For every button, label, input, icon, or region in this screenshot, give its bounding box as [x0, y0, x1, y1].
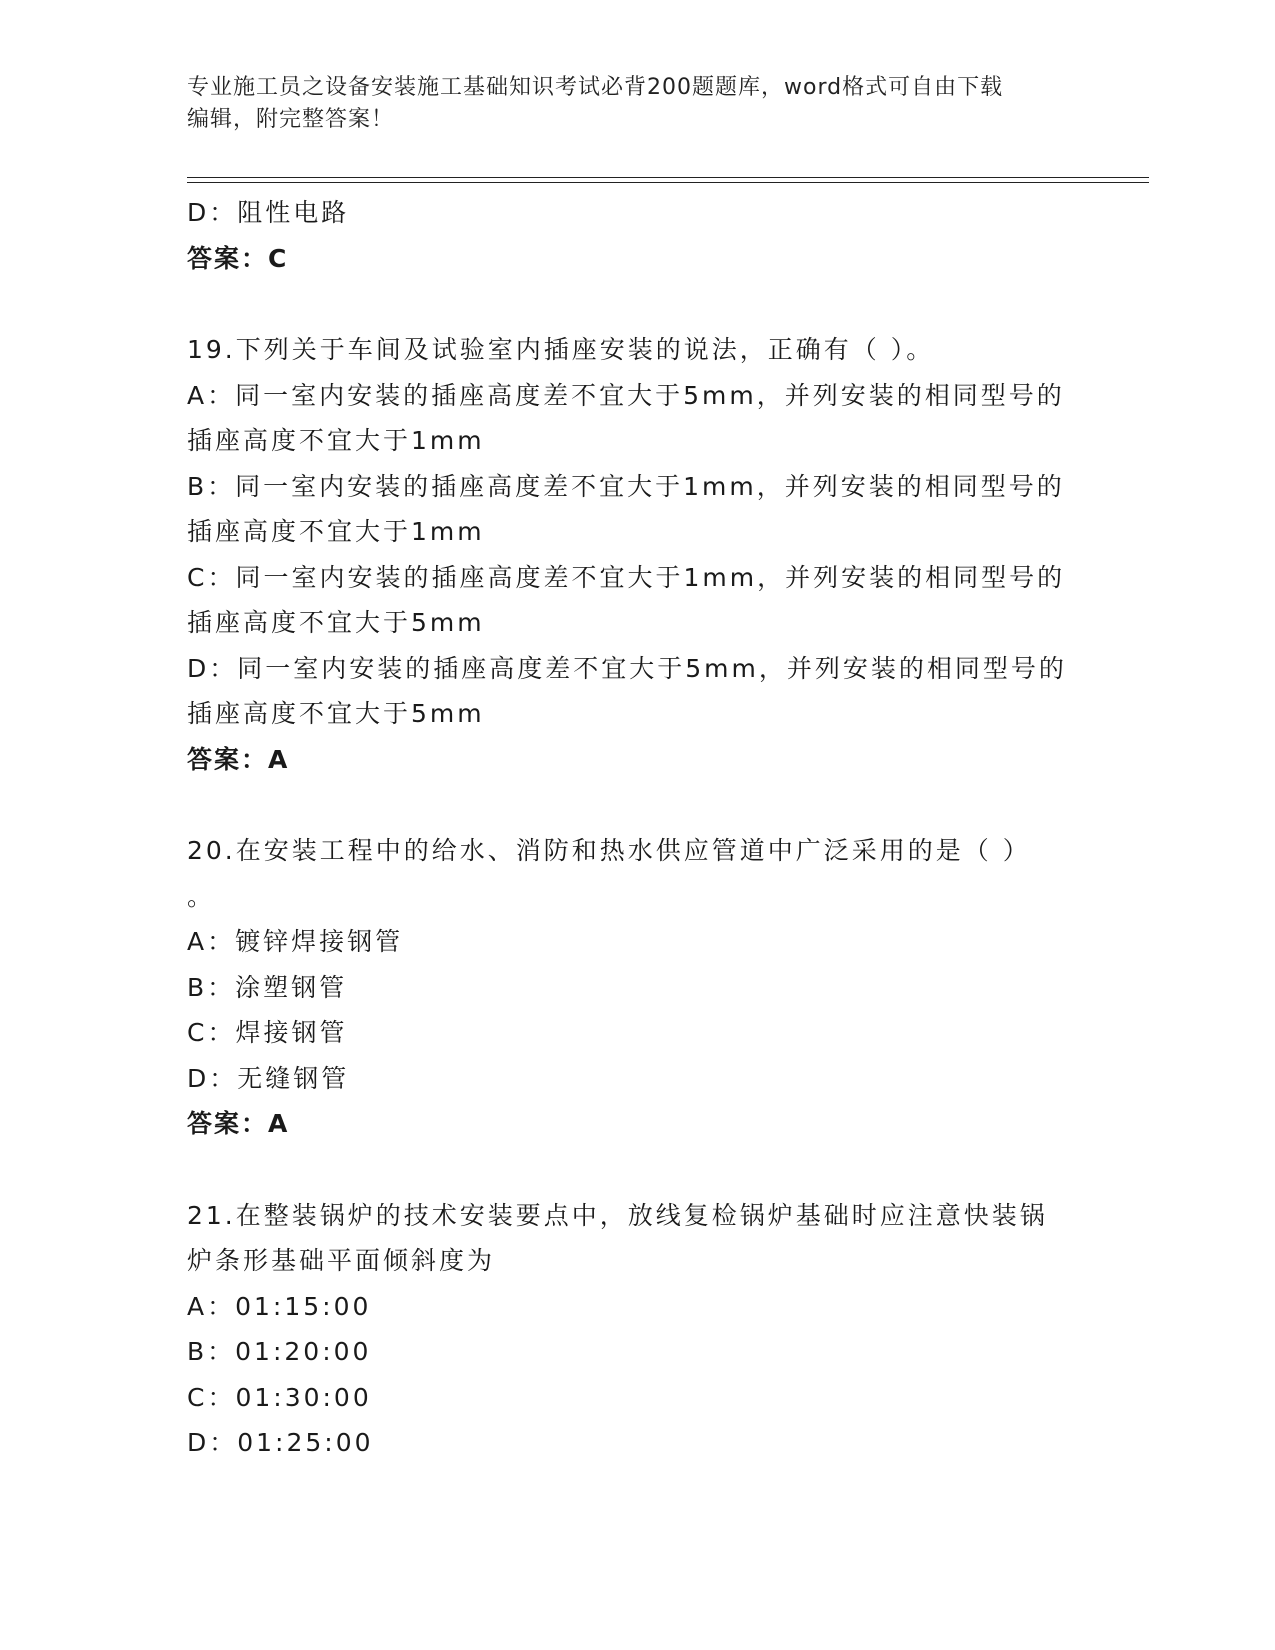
question-stem-line-1: 20.在安装工程中的给水、消防和热水供应管道中广泛采用的是（ ） — [187, 836, 1031, 865]
option-c-line-1: C：同一室内安装的插座高度差不宜大于1mm，并列安装的相同型号的 — [187, 562, 1066, 592]
option-c: C：01:30:00 — [187, 1382, 372, 1412]
header-divider-bottom — [187, 182, 1149, 183]
answer: 答案：A — [187, 1109, 290, 1138]
question-20 — [187, 828, 1087, 1147]
header-line-1: 专业施工员之设备安装施工基础知识考试必背200题题库，word格式可自由下载 — [187, 75, 1004, 100]
header-divider-top — [187, 177, 1149, 178]
question-19 — [187, 327, 1087, 782]
document-body — [187, 190, 1087, 1466]
option-a: A：镀锌焊接钢管 — [187, 927, 404, 956]
prev-option-d: D：阻性电路 — [187, 198, 350, 227]
option-d-line-1: D：同一室内安装的插座高度差不宜大于5mm，并列安装的相同型号的 — [187, 653, 1067, 683]
spacer — [187, 1147, 1087, 1193]
option-d: D：01:25:00 — [187, 1428, 374, 1457]
question-stem: 19.下列关于车间及试验室内插座安装的说法，正确有（ ）。 — [187, 335, 935, 364]
option-b-line-2: 插座高度不宜大于1mm — [187, 517, 485, 546]
spacer — [187, 281, 1087, 327]
prev-answer: 答案：C — [187, 243, 289, 273]
question-21 — [187, 1193, 1087, 1466]
option-a-line-1: A：同一室内安装的插座高度差不宜大于5mm，并列安装的相同型号的 — [187, 380, 1065, 410]
header-line-2: 编辑，附完整答案！ — [187, 107, 395, 132]
question-stem-line-2: 炉条形基础平面倾斜度为 — [187, 1246, 496, 1275]
page-header — [187, 72, 1067, 136]
option-d: D：无缝钢管 — [187, 1063, 350, 1093]
spacer — [187, 782, 1087, 828]
question-stem-line-1: 21.在整装锅炉的技术安装要点中，放线复检锅炉基础时应注意快装锅 — [187, 1200, 1048, 1230]
option-c-line-2: 插座高度不宜大于5mm — [187, 608, 485, 637]
option-b: B：01:20:00 — [187, 1337, 372, 1366]
option-a: A：01:15:00 — [187, 1291, 372, 1321]
answer: 答案：A — [187, 744, 290, 774]
question-stem-line-2: 。 — [187, 881, 216, 911]
option-a-line-2: 插座高度不宜大于1mm — [187, 426, 485, 455]
option-d-line-2: 插座高度不宜大于5mm — [187, 699, 485, 728]
option-c: C：焊接钢管 — [187, 1018, 348, 1047]
option-b: B：涂塑钢管 — [187, 972, 348, 1002]
option-b-line-1: B：同一室内安装的插座高度差不宜大于1mm，并列安装的相同型号的 — [187, 471, 1065, 501]
